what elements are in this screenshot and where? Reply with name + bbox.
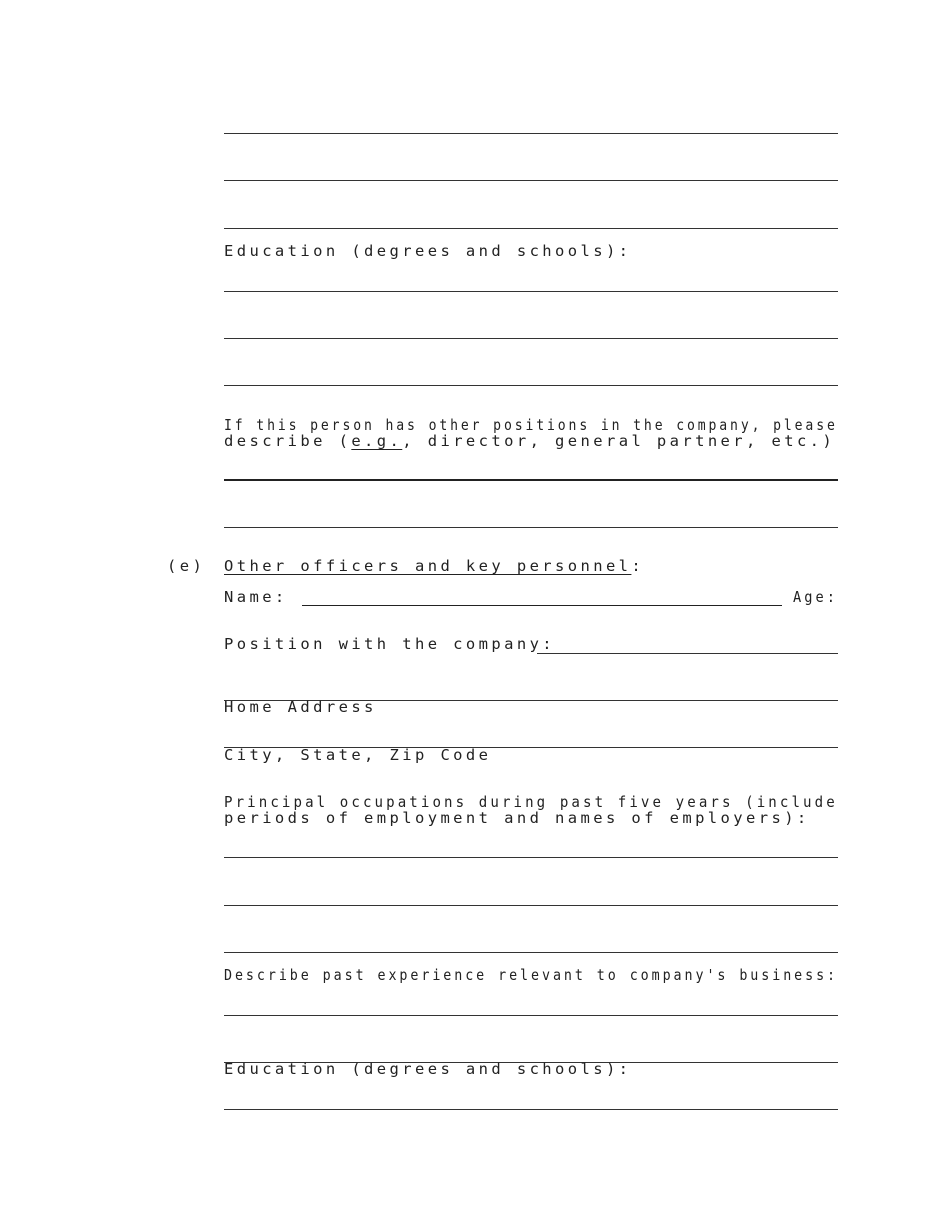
- answer-line[interactable]: [224, 857, 838, 858]
- answer-line[interactable]: [224, 1015, 838, 1016]
- answer-line[interactable]: [224, 905, 838, 906]
- describe-suffix: , director, general partner, etc.): [402, 432, 836, 450]
- answer-line[interactable]: [224, 1109, 838, 1110]
- occupations-question-line1: Principal occupations during past five years (include: [224, 793, 838, 811]
- answer-line[interactable]: [224, 385, 838, 386]
- position-label: Position with the company:: [224, 635, 556, 653]
- other-positions-question-line1: If this person has other positions in the company, please: [224, 416, 838, 434]
- answer-line[interactable]: [224, 527, 838, 528]
- position-field[interactable]: [537, 653, 838, 654]
- name-field[interactable]: [302, 605, 782, 606]
- answer-line[interactable]: [224, 338, 838, 339]
- answer-line[interactable]: [224, 180, 838, 181]
- eg-abbrev: e.g.: [351, 432, 403, 450]
- answer-line[interactable]: [224, 952, 838, 953]
- city-state-zip-label: City, State, Zip Code: [224, 746, 492, 764]
- other-positions-question-line2: [224, 433, 835, 449]
- answer-line[interactable]: [224, 479, 838, 481]
- answer-line[interactable]: [224, 291, 838, 292]
- education-label: Education (degrees and schools):: [224, 242, 632, 260]
- section-heading: [224, 558, 644, 574]
- occupations-question-line2: periods of employment and names of employers):: [224, 809, 810, 827]
- name-label: Name:: [224, 588, 288, 606]
- section-heading-text: Other officers and key personnel: [224, 557, 632, 575]
- answer-line[interactable]: [224, 133, 838, 134]
- describe-prefix: describe (: [224, 432, 352, 450]
- education-label-e: Education (degrees and schools):: [224, 1060, 632, 1078]
- section-heading-colon: :: [631, 557, 645, 575]
- answer-line[interactable]: [224, 228, 838, 229]
- section-marker: (e): [167, 557, 206, 575]
- experience-question: Describe past experience relevant to company's business:: [224, 966, 839, 984]
- home-address-label: Home Address: [224, 698, 377, 716]
- age-label: Age:: [793, 588, 838, 606]
